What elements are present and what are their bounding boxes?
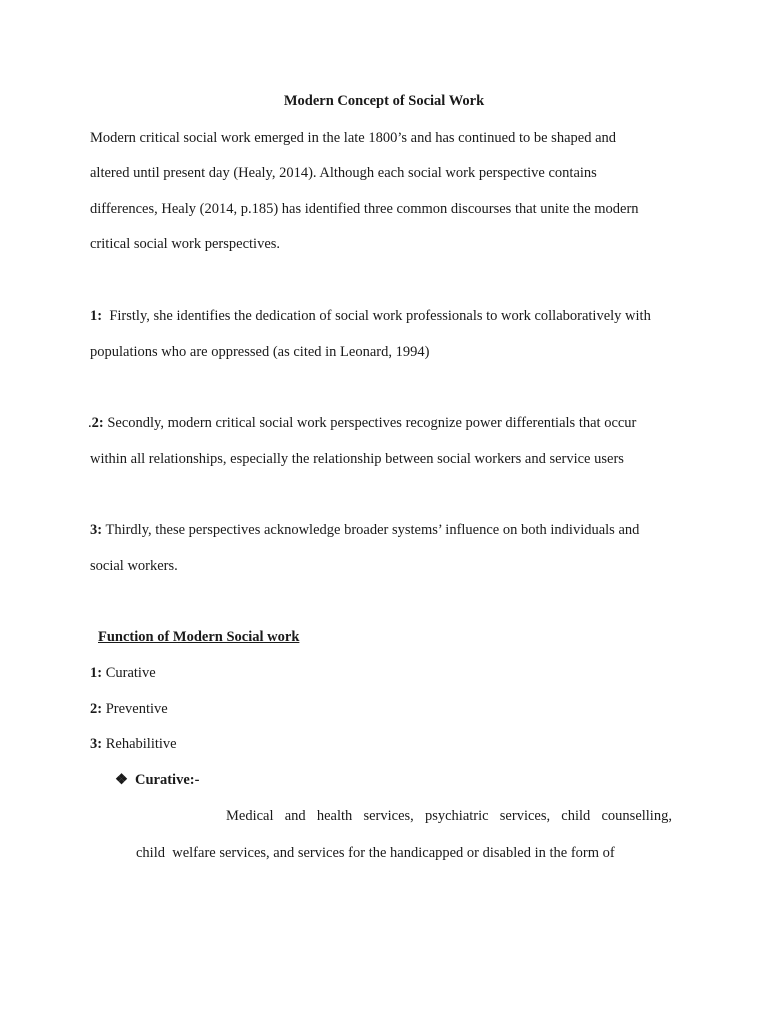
point-1-line xyxy=(90,307,651,325)
function-label: Preventive xyxy=(102,701,168,717)
intro-line: Modern critical social work emerged in the late 1800’s and has continued to be shaped and xyxy=(90,130,617,146)
section-heading: Function of Modern Social work xyxy=(98,629,300,645)
function-item xyxy=(90,664,156,682)
point-3-line xyxy=(90,521,639,539)
intro-line: altered until present day (Healy, 2014). Although each social work perspective contains xyxy=(90,165,597,181)
function-item xyxy=(90,735,177,753)
function-item xyxy=(90,700,168,718)
point-1-line: populations who are oppressed (as cited in Leonard, 1994) xyxy=(90,344,430,360)
point-text: Firstly, she identifies the dedication of social work professionals to work collaboratively with xyxy=(102,308,651,324)
bullet-item xyxy=(115,771,199,789)
point-text: Thirdly, these perspectives acknowledge broader systems’ influence on both individuals and xyxy=(102,522,640,538)
word: services, xyxy=(499,808,551,824)
word: psychiatric xyxy=(424,808,489,824)
word: and xyxy=(284,808,306,824)
function-number: 2: xyxy=(90,701,103,717)
function-number: 1: xyxy=(90,665,103,681)
function-label: Curative xyxy=(102,665,156,681)
word: child xyxy=(561,808,591,824)
word: counselling, xyxy=(601,808,672,824)
point-prefix: . xyxy=(88,415,92,431)
word: Medical xyxy=(226,808,274,824)
point-2-line: within all relationships, especially the relationship between social workers and service users xyxy=(90,451,624,467)
intro-line: critical social work perspectives. xyxy=(90,236,281,252)
curative-line xyxy=(226,807,672,825)
word: health xyxy=(316,808,353,824)
point-number: 1: xyxy=(90,308,103,324)
function-label: Rehabilitive xyxy=(102,736,177,752)
point-3-line: social workers. xyxy=(90,558,178,574)
intro-line: differences, Healy (2014, p.185) has identified three common discourses that unite the modern xyxy=(90,201,639,217)
point-number: 2: xyxy=(91,415,104,431)
point-text: Secondly, modern critical social work perspectives recognize power differentials that occur xyxy=(103,415,637,431)
point-2-line xyxy=(88,414,636,432)
curative-line: child welfare services, and services for the handicapped or disabled in the form of xyxy=(136,845,615,861)
word: services, xyxy=(363,808,414,824)
document-title: Modern Concept of Social Work xyxy=(283,93,485,109)
function-number: 3: xyxy=(90,736,103,752)
point-number: 3: xyxy=(90,522,103,538)
diamond-bullet-icon: ❖ xyxy=(115,772,128,788)
bullet-label: Curative:- xyxy=(135,772,200,788)
